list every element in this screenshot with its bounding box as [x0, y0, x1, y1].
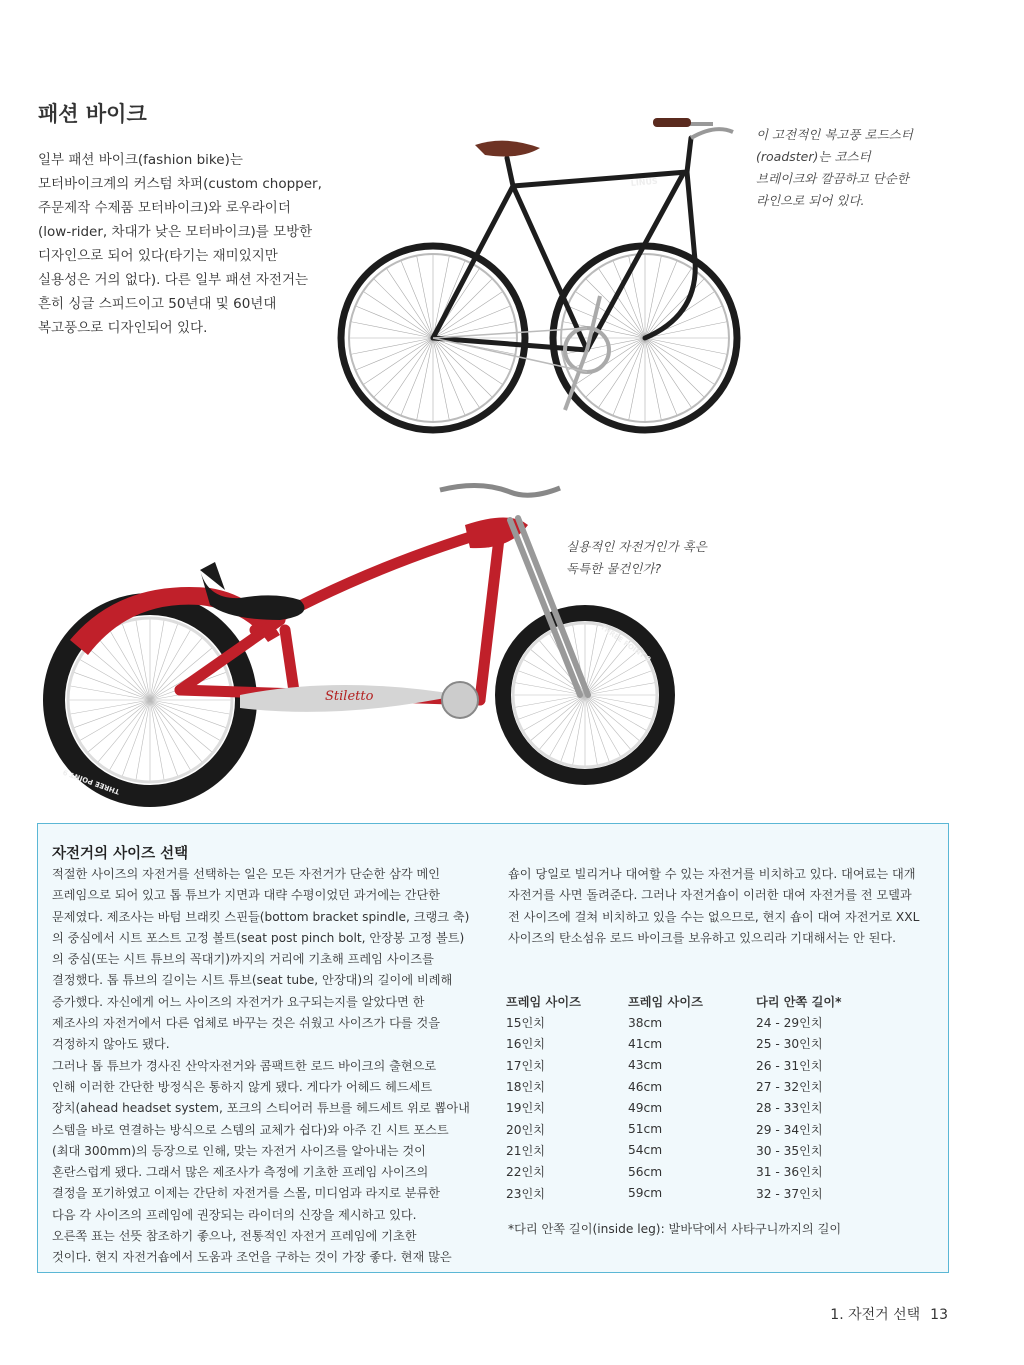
fender-brand-label: Stiletto [325, 689, 374, 704]
frame-size-table [506, 990, 842, 1204]
intro-line: 주문제작 수제품 모터바이크)와 로우라이더 [38, 200, 291, 216]
chopper-chainring [442, 682, 478, 718]
intro-paragraph [38, 148, 338, 340]
sidebar-left-line: 적절한 사이즈의 자전거를 선택하는 일은 모든 자전거가 단순한 삼각 메인 [52, 867, 441, 881]
sidebar-left-line: 혼란스럽게 됐다. 그래서 많은 제조사가 측정에 기초한 프레임 사이즈의 [52, 1165, 429, 1180]
chopper-caption-line: 실용적인 자전거인가 혹은 [566, 539, 707, 554]
sidebar-left-line: 스템을 바로 연결하는 방식으로 스템의 교체가 쉽다)와 아주 긴 시트 포스트 [52, 1122, 449, 1137]
roadster-caption-line: 라인으로 되어 있다. [756, 193, 865, 208]
table-cell: 54cm [628, 1143, 663, 1158]
table-cell: 18인치 [506, 1080, 546, 1095]
table-cell: 51cm [628, 1122, 663, 1137]
chopper-caption-line: 독특한 물건인가? [566, 561, 662, 576]
sidebar-left-line: (최대 300mm)의 등장으로 인해, 맞는 자전거 사이즈를 알아내는 것이 [52, 1143, 426, 1158]
sidebar-right-line: 숍이 당일로 빌리거나 대여할 수 있는 자전거를 비치하고 있다. 대여료는 대개 [508, 867, 916, 881]
page-number: 13 [930, 1307, 948, 1323]
intro-line: 일부 패션 바이크(fashion bike)는 [38, 152, 243, 168]
sidebar-left-line: 장치(ahead headset system, 포크의 스티어러 튜브를 헤드세트 위로 뽑아내 [52, 1101, 470, 1116]
page-footer [830, 1304, 948, 1324]
sidebar-right-column [508, 864, 919, 949]
table-footnote: *다리 안쪽 길이(inside leg): 발바닥에서 사타구니까지의 길이 [508, 1222, 842, 1236]
roadster-caption-line: 이 고전적인 복고풍 로드스터 [756, 127, 913, 142]
table-row [506, 1012, 842, 1033]
sidebar-left-line: 오른쪽 표는 선뜻 참조하기 좋으나, 전통적인 자전거 프레임에 기초한 [52, 1229, 417, 1244]
header-inside-leg: 다리 안쪽 길이* [756, 994, 842, 1009]
chopper-bike-image [40, 470, 653, 810]
table-cell: 16인치 [506, 1037, 546, 1052]
intro-line: 디자인으로 되어 있다(타기는 재미있지만 [38, 248, 278, 264]
table-cell: 32 - 37인치 [756, 1186, 823, 1201]
table-header-row [506, 990, 842, 1012]
sidebar-title: 자전거의 사이즈 선택 [52, 846, 189, 862]
table-cell: 30 - 35인치 [756, 1143, 823, 1158]
sidebar-left-line: 프레임으로 되어 있고 톱 튜브가 지면과 대략 수평이었던 과거에는 간단한 [52, 888, 441, 903]
table-cell: 19인치 [506, 1101, 546, 1116]
intro-line: 흔히 싱글 스피드이고 50년대 및 60년대 [38, 296, 277, 312]
sidebar-left-line: 것이다. 현지 자전거숍에서 도움과 조언을 구하는 것이 가장 좋다. 현재 많은 [52, 1250, 452, 1265]
table-cell: 22인치 [506, 1165, 546, 1180]
chopper-caption [566, 536, 707, 580]
sidebar-left-line: 다음 각 사이즈의 프레임에 권장되는 라이더의 신장을 제시하고 있다. [52, 1207, 417, 1222]
table-cell: 28 - 33인치 [756, 1101, 823, 1116]
table-row [506, 1097, 842, 1118]
saddle [475, 141, 540, 157]
rear-tire-label: THREE POINT 9 [61, 767, 121, 796]
page-title: 패션 바이크 [38, 102, 147, 126]
handlebar-grip [653, 118, 691, 127]
table-cell: 43cm [628, 1058, 663, 1073]
table-cell: 15인치 [506, 1016, 546, 1031]
roadster-caption [756, 124, 913, 212]
header-frame-size-inch: 프레임 사이즈 [506, 994, 581, 1009]
sidebar-left-line: 문제였다. 제조사는 바텀 브래킷 스핀들(bottom bracket spindle, 크랭크 축) [52, 909, 470, 924]
sidebar-left-line: 인해 이러한 간단한 방정식은 통하지 않게 됐다. 게다가 어헤드 헤드세트 [52, 1079, 433, 1094]
table-cell: 31 - 36인치 [756, 1165, 823, 1180]
intro-line: 모터바이크계의 커스텀 차퍼(custom chopper, [38, 176, 322, 192]
sidebar-right-line: 자전거를 사면 돌려준다. 그러나 자전거숍이 이러한 대여 자전거를 전 모델과 [508, 888, 912, 903]
table-row [506, 1161, 842, 1182]
intro-line: 복고풍으로 디자인되어 있다. [38, 320, 208, 336]
sidebar-left-column [52, 864, 470, 1269]
table-cell: 17인치 [506, 1058, 546, 1073]
roadster-bike-image [315, 110, 745, 435]
sidebar-right-line: 전 사이즈에 걸쳐 비치하고 있을 수는 없으므로, 현지 숍이 대여 자전거로 XXL [508, 909, 920, 924]
sidebar-left-line: 걱정하지 않아도 됐다. [52, 1037, 170, 1052]
table-row [506, 1055, 842, 1076]
table-cell: 25 - 30인치 [756, 1037, 823, 1052]
roadster-caption-line: (roadster)는 코스터 [756, 149, 871, 164]
sidebar-left-line: 제조사의 자전거에서 다른 업체로 바꾸는 것은 쉬웠고 사이즈가 다를 것을 [52, 1016, 441, 1031]
table-cell: 21인치 [506, 1143, 546, 1158]
table-cell: 38cm [628, 1015, 663, 1030]
table-cell: 20인치 [506, 1122, 546, 1137]
sidebar-left-line: 그러나 톱 튜브가 경사진 산악자전거와 콤팩트한 로드 바이크의 출현으로 [52, 1058, 437, 1073]
sidebar-left-line: 증가했다. 자신에게 어느 사이즈의 자전거가 요구되는지를 알았다면 한 [52, 994, 425, 1009]
table-cell: 49cm [628, 1100, 663, 1115]
sidebar-left-line: 의 중심에서 시트 포스트 고정 볼트(seat post pinch bolt, 안장봉 고정 볼트) [52, 930, 465, 945]
table-row [506, 1076, 842, 1097]
chopper-handlebar [440, 485, 560, 495]
intro-line: 실용성은 거의 없다). 다른 일부 패션 자전거는 [38, 272, 309, 288]
table-cell: 29 - 34인치 [756, 1122, 823, 1137]
table-cell: 59cm [628, 1186, 663, 1201]
roadster-caption-line: 브레이크와 깔끔하고 단순한 [756, 171, 909, 186]
table-cell: 56cm [628, 1164, 663, 1179]
sidebar-left-line: 결정을 포기하였고 이제는 간단히 자전거를 스몰, 미디엄과 라지로 분류한 [52, 1186, 441, 1201]
table-row [506, 1182, 842, 1203]
frame-brand-label: LINUS [630, 176, 659, 188]
table-cell: 23인치 [506, 1186, 546, 1201]
table-row [506, 1140, 842, 1161]
chapter-label: 1. 자전거 선택 [830, 1307, 921, 1323]
table-cell: 27 - 32인치 [756, 1080, 823, 1095]
sidebar-right-line: 사이즈의 탄소섬유 로드 바이크를 보유하고 있으리라 기대해서는 안 된다. [508, 930, 897, 945]
header-frame-size-cm: 프레임 사이즈 [628, 994, 703, 1009]
table-cell: 41cm [628, 1036, 663, 1051]
table-row [506, 1118, 842, 1139]
sidebar-left-line: 결정했다. 톱 튜브의 길이는 시트 튜브(seat tube, 안장대)의 길이에 비례해 [52, 973, 453, 988]
sidebar-left-line: 의 중심(또는 시트 튜브의 꼭대기)까지의 거리에 기초해 프레임 사이즈를 [52, 952, 434, 967]
table-row [506, 1033, 842, 1054]
size-selection-sidebar [37, 823, 949, 1273]
intro-line: (low-rider, 차대가 낮은 모터바이크)를 모방한 [38, 224, 313, 240]
table-cell: 26 - 31인치 [756, 1058, 823, 1073]
table-cell: 46cm [628, 1079, 663, 1094]
table-cell: 24 - 29인치 [756, 1016, 823, 1031]
front-tire-label: THREE POINT 9 [598, 623, 653, 664]
